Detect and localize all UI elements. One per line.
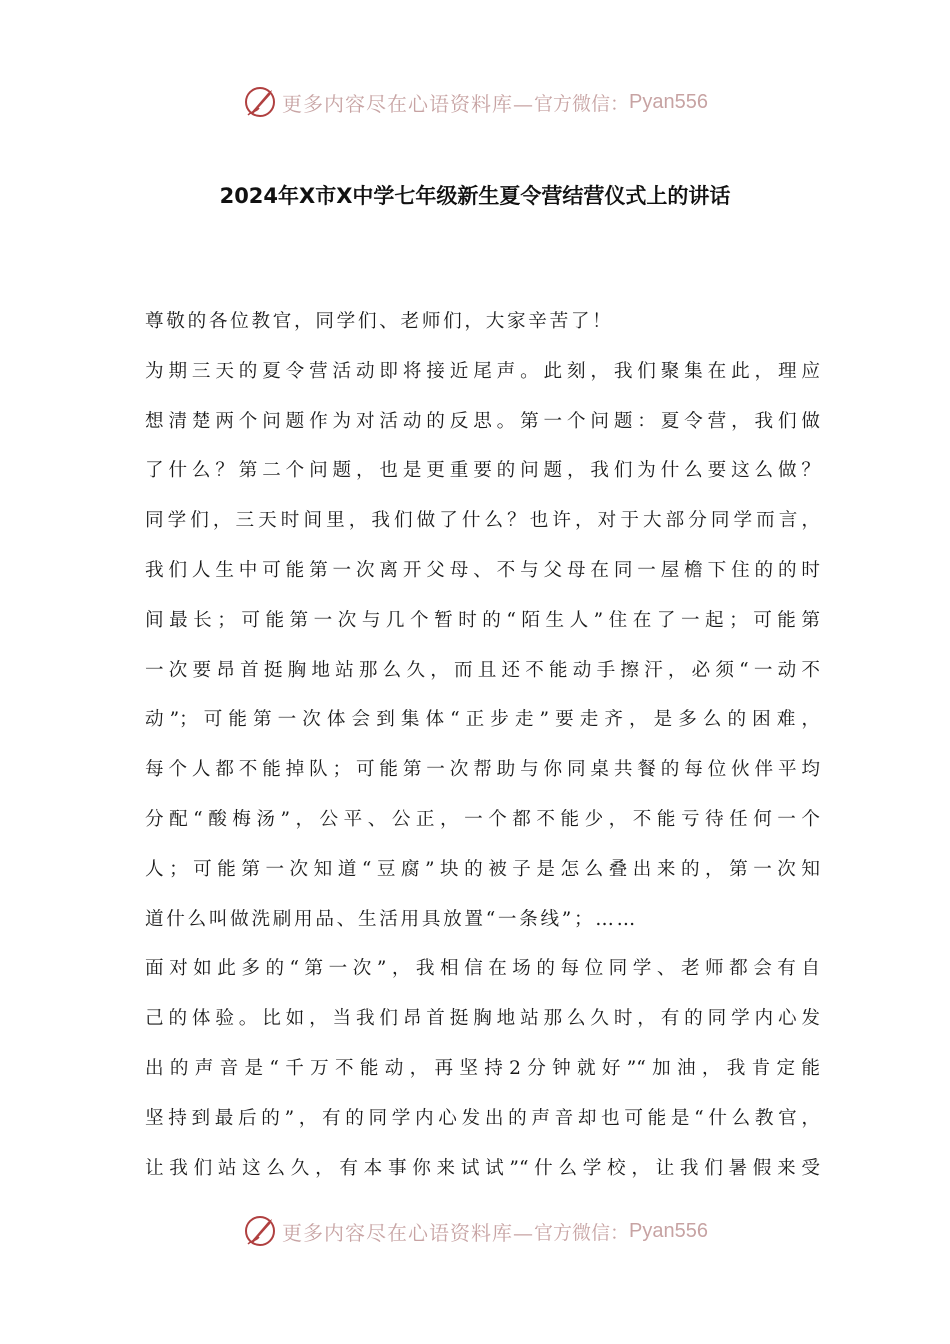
paragraph-line: 让我们站这么久，有本事你来试试”“什么学校，让我们暑假来受 (145, 1157, 820, 1179)
paragraph-line: 己的体验。比如，当我们昂首挺胸地站那么久时，有的同学内心发 (145, 1008, 820, 1030)
footer-watermark (0, 1211, 950, 1251)
header-watermark (0, 82, 950, 122)
watermark-text: 更多内容尽在心语资料库— (282, 91, 534, 116)
paragraph-line: 道什么叫做洗刷用品、生活用具放置“一条线”；…… (145, 908, 638, 930)
paragraph-line: 间最长；可能第一次与几个暂时的“陌生人”住在了一起；可能第 (145, 609, 820, 631)
paragraph-line: 出的声音是“千万不能动，再坚持2分钟就好”“加油，我肯定能 (145, 1057, 820, 1079)
paragraph-line: 每个人都不能掉队；可能第一次帮助与你同桌共餐的每位伙伴平均 (145, 759, 820, 781)
paragraph-line: 同学们，三天时间里，我们做了什么？也许，对于大部分同学而言， (145, 510, 820, 532)
watermark-wechat-id: Pyan556 (629, 1219, 708, 1242)
document-title: 2024年X市X中学七年级新生夏令营结营仪式上的讲话 (219, 184, 731, 208)
quill-logo-icon (242, 1213, 278, 1249)
paragraph-line: 坚持到最后的”，有的同学内心发出的声音却也可能是“什么教官， (145, 1107, 820, 1129)
watermark-wechat-label: 官方微信： (534, 92, 630, 115)
watermark-wechat-id: Pyan556 (629, 90, 708, 113)
paragraph-line: 尊敬的各位教官，同学们、老师们，大家辛苦了！ (145, 311, 614, 332)
paragraph-line: 一次要昂首挺胸地站那么久，而且还不能动手擦汗，必须“一动不 (145, 659, 820, 681)
paragraph-line: 人；可能第一次知道“豆腐”块的被子是怎么叠出来的，第一次知 (145, 858, 820, 880)
paragraph-line: 为期三天的夏令营活动即将接近尾声。此刻，我们聚集在此，理应 (145, 360, 820, 382)
paragraph-line: 面对如此多的“第一次”，我相信在场的每位同学、老师都会有自 (145, 958, 820, 980)
paragraph-line: 分配“酸梅汤”，公平、公正，一个都不能少，不能亏待任何一个 (145, 808, 820, 830)
paragraph-line: 了什么？第二个问题，也是更重要的问题，我们为什么要这么做？ (145, 460, 820, 482)
watermark-wechat-label: 官方微信： (534, 1221, 630, 1244)
watermark-text: 更多内容尽在心语资料库— (282, 1220, 534, 1245)
paragraph-line: 我们人生中可能第一次离开父母、不与父母在同一屋檐下住的的时 (145, 559, 820, 581)
speech-body (145, 297, 820, 1193)
paragraph-line: 想清楚两个问题作为对活动的反思。第一个问题：夏令营，我们做 (145, 410, 820, 432)
quill-logo-icon (242, 84, 278, 120)
paragraph-line: 动”；可能第一次体会到集体“正步走”要走齐，是多么的困难， (145, 709, 820, 731)
